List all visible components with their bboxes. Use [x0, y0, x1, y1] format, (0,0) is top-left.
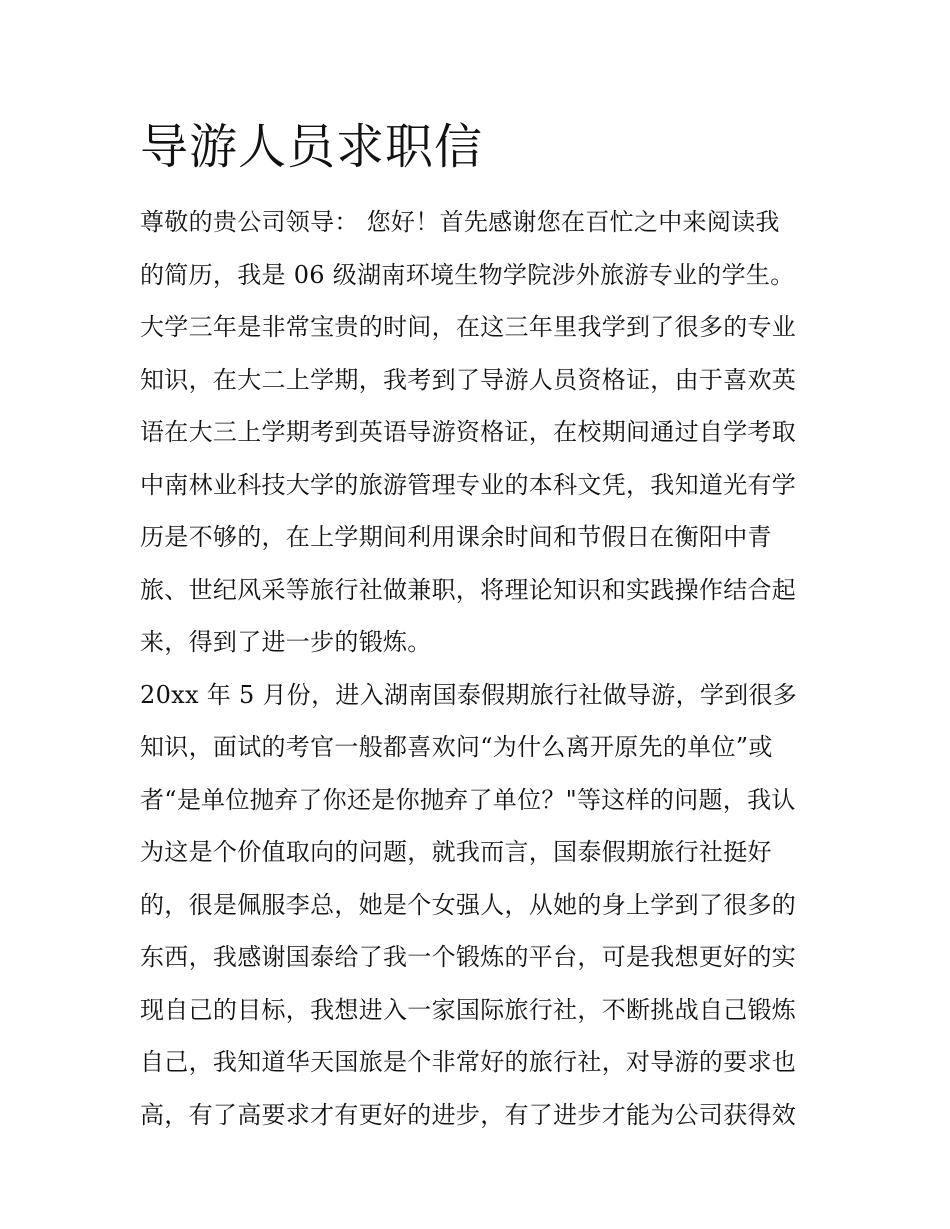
- text-line: 大学三年是非常宝贵的时间，在这三年里我学到了很多的专业: [140, 313, 797, 341]
- text-line: 为这是个价值取向的问题，就我而言，国泰假期旅行社挺好: [140, 838, 772, 866]
- text-line: 语在大三上学期考到英语导游资格证，在校期间通过自学考取: [140, 418, 797, 446]
- text-line: 东西，我感谢国泰给了我一个锻炼的平台，可是我想更好的实: [140, 943, 797, 971]
- text-line: 高，有了高要求才有更好的进步，有了进步才能为公司获得效: [140, 1100, 797, 1129]
- text-line: 中南林业科技大学的旅游管理专业的本科文凭，我知道光有学: [140, 470, 797, 499]
- paragraph-block: [140, 196, 815, 1141]
- text-line: 历是不够的，在上学期间利用课余时间和节假日在衡阳中青: [140, 523, 772, 551]
- document-body: [140, 112, 815, 1141]
- text-line: 的，很是佩服李总，她是个女强人，从她的身上学到了很多的: [140, 890, 797, 919]
- text-line: 知识，在大二上学期，我考到了导游人员资格证，由于喜欢英: [140, 365, 797, 394]
- document-title: 导游人员求职信: [140, 119, 484, 175]
- text-line: 现自己的目标，我想进入一家国际旅行社，不断挑战自己锻炼: [140, 995, 797, 1024]
- text-line: 来，得到了进一步的锻炼。: [140, 628, 432, 656]
- text-line: 的简历，我是 06 级湖南环境生物学院涉外旅游专业的学生。: [140, 260, 795, 289]
- text-line: 者“是单位抛弃了你还是你抛弃了单位？"等这样的问题，我认: [140, 785, 796, 814]
- text-line: 旅、世纪风采等旅行社做兼职，将理论知识和实践操作结合起: [140, 575, 797, 604]
- text-line: 知识，面试的考官一般都喜欢问“为什么离开原先的单位”或: [140, 733, 773, 761]
- text-line: 自己，我知道华天国旅是个非常好的旅行社，对导游的要求也: [140, 1048, 797, 1076]
- text-line: 20xx 年 5 月份，进入湖南国泰假期旅行社做导游，学到很多: [140, 680, 798, 709]
- text-line: 尊敬的贵公司领导： 您好！首先感谢您在百忙之中来阅读我: [140, 208, 780, 236]
